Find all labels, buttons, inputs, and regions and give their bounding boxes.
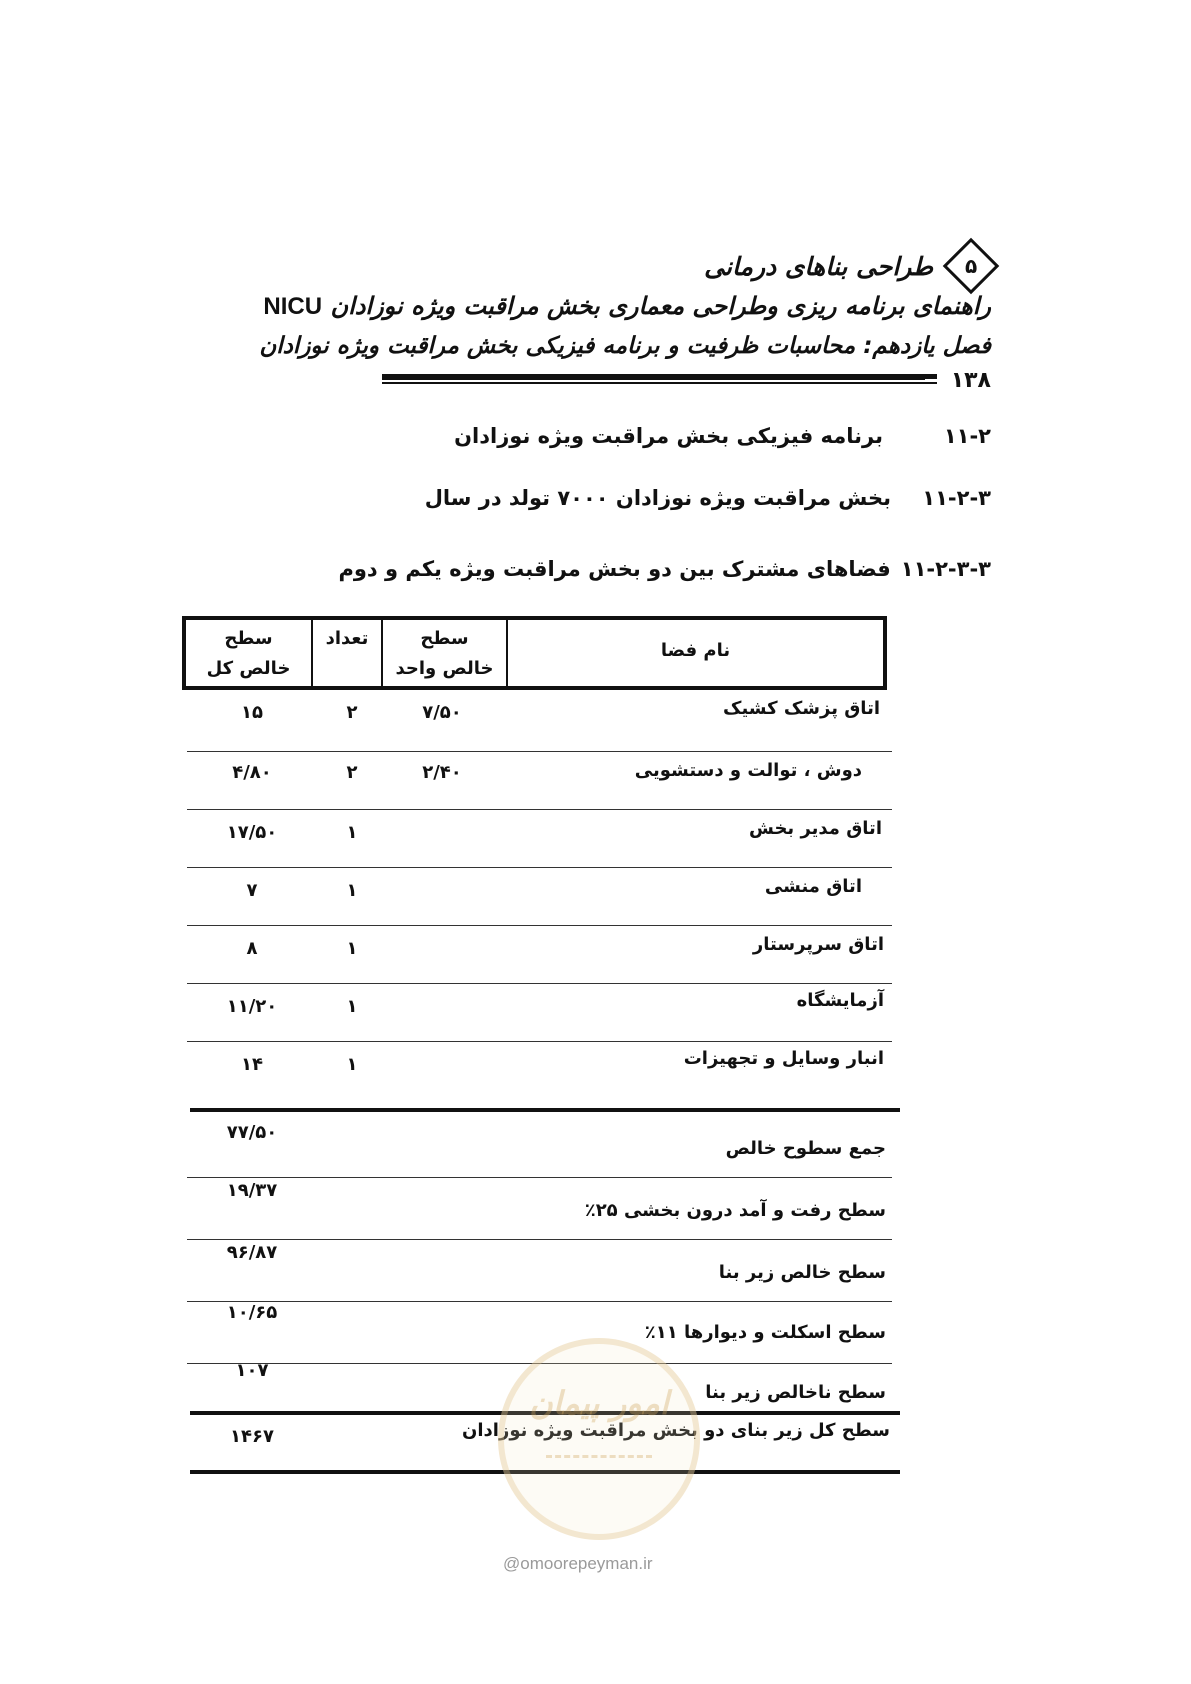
cell-name: سطح کل زیر بنای دو بخش مراقبت ویژه نوزادان xyxy=(462,1420,890,1441)
cell-total: ۷۷/۵۰ xyxy=(226,1122,278,1143)
table-row xyxy=(187,984,892,1042)
section-number: ۱۱-۲-۳ xyxy=(922,486,991,510)
cell-total: ۷ xyxy=(246,880,258,901)
section-heading xyxy=(454,424,991,448)
cell-name: سطح اسکلت و دیوارها ۱۱٪ xyxy=(644,1322,886,1343)
summary-rule xyxy=(190,1108,900,1112)
cell-count: ۲ xyxy=(346,762,358,783)
cell-unit: ۷/۵۰ xyxy=(422,702,462,723)
section-heading xyxy=(338,557,991,581)
series-number: ۵ xyxy=(964,254,978,278)
chapter-title: فصل یازدهم: محاسبات ظرفیت و برنامه فیزیکی بخش مراقبت ویژه نوزادان xyxy=(259,333,991,359)
table-row xyxy=(187,926,892,984)
cell-name: انبار وسایل و تجهیزات xyxy=(683,1048,884,1069)
series-title-text: طراحی بناهای درمانی xyxy=(704,251,933,281)
table-row xyxy=(187,752,892,810)
cell-count: ۱ xyxy=(346,822,358,843)
cell-total: ۱۰/۶۵ xyxy=(226,1302,278,1323)
cell-total: ۸ xyxy=(246,938,258,959)
cell-name: اتاق مدیر بخش xyxy=(749,818,882,839)
book-title xyxy=(257,292,991,321)
cell-total: ۱۵ xyxy=(241,702,263,723)
table-row xyxy=(187,868,892,926)
section-number: ۱۱-۲-۳-۳ xyxy=(900,557,991,581)
header-total-area xyxy=(186,620,313,686)
gear-icon xyxy=(546,1455,652,1508)
cell-count: ۱ xyxy=(346,938,358,959)
page-number: ۱۳۸ xyxy=(950,368,991,393)
cell-count: ۲ xyxy=(346,702,358,723)
header-space-name: نام فضا xyxy=(660,640,731,661)
section-heading xyxy=(425,486,991,510)
table-row xyxy=(187,810,892,868)
summary-row xyxy=(187,1178,892,1236)
header-unit-area-line1: سطح xyxy=(420,628,469,649)
cell-name: اتاق منشی xyxy=(764,876,862,897)
summary-row xyxy=(187,1302,892,1360)
cell-total: ۱۷/۵۰ xyxy=(226,822,278,843)
cell-total: ۹۶/۸۷ xyxy=(226,1242,278,1263)
header-count xyxy=(313,620,383,686)
summary-row xyxy=(187,1240,892,1298)
cell-count: ۱ xyxy=(346,996,358,1017)
book-title-text: راهنمای برنامه ریزی وطراحی معماری بخش مراقبت ویژه نوزادان xyxy=(330,292,991,320)
cell-name: سطح ناخالص زیر بنا xyxy=(705,1382,886,1403)
cell-total: ۱۰۷ xyxy=(235,1360,269,1381)
header-total-area-line1: سطح xyxy=(224,628,273,649)
header-count-label: تعداد xyxy=(325,628,369,649)
cell-total: ۱۱/۲۰ xyxy=(226,996,278,1017)
cell-total: ۱۴ xyxy=(241,1054,263,1075)
section-title: فضاهای مشترک بین دو بخش مراقبت ویژه یکم و دوم xyxy=(338,557,891,581)
watermark-logo-text: امور پیمان xyxy=(529,1384,669,1422)
watermark-url: @omoorepeyman.ir xyxy=(503,1554,653,1573)
header-rule-thin xyxy=(382,382,937,384)
series-title xyxy=(704,246,991,286)
cell-total: ۱۹/۳۷ xyxy=(226,1180,278,1201)
table-row xyxy=(187,694,892,752)
cell-total: ۱۴۶۷ xyxy=(230,1426,274,1447)
watermark-logo xyxy=(498,1338,700,1540)
book-title-abbr: NICU xyxy=(263,293,323,320)
cell-count: ۱ xyxy=(346,1054,358,1075)
section-number: ۱۱-۲ xyxy=(943,424,991,448)
cell-count: ۱ xyxy=(346,880,358,901)
section-title: بخش مراقبت ویژه نوزادان ۷۰۰۰ تولد در سال xyxy=(424,486,891,510)
cell-name: اتاق سرپرستار xyxy=(752,934,884,955)
header-total-area-line2: خالص کل xyxy=(206,658,291,679)
table-header xyxy=(182,616,887,690)
header-rule-inner xyxy=(382,379,925,380)
cell-total: ۴/۸۰ xyxy=(232,762,272,783)
header-unit-area-line2: خالص واحد xyxy=(395,658,494,679)
section-title: برنامه فیزیکی بخش مراقبت ویژه نوزادان xyxy=(454,424,883,448)
cell-name: جمع سطوح خالص xyxy=(725,1138,886,1159)
header-unit-area xyxy=(383,620,508,686)
cell-name: سطح رفت و آمد درون بخشی ۲۵٪ xyxy=(584,1200,886,1221)
cell-name: دوش ، توالت و دستشویی xyxy=(634,760,862,781)
summary-row xyxy=(187,1116,892,1174)
cell-unit: ۲/۴۰ xyxy=(422,762,462,783)
cell-name: آزمایشگاه xyxy=(796,990,884,1011)
cell-name: سطح خالص زیر بنا xyxy=(718,1262,886,1283)
table-row xyxy=(187,1042,892,1100)
series-number-badge xyxy=(943,238,1000,295)
cell-name: اتاق پزشک کشیک xyxy=(723,698,880,719)
